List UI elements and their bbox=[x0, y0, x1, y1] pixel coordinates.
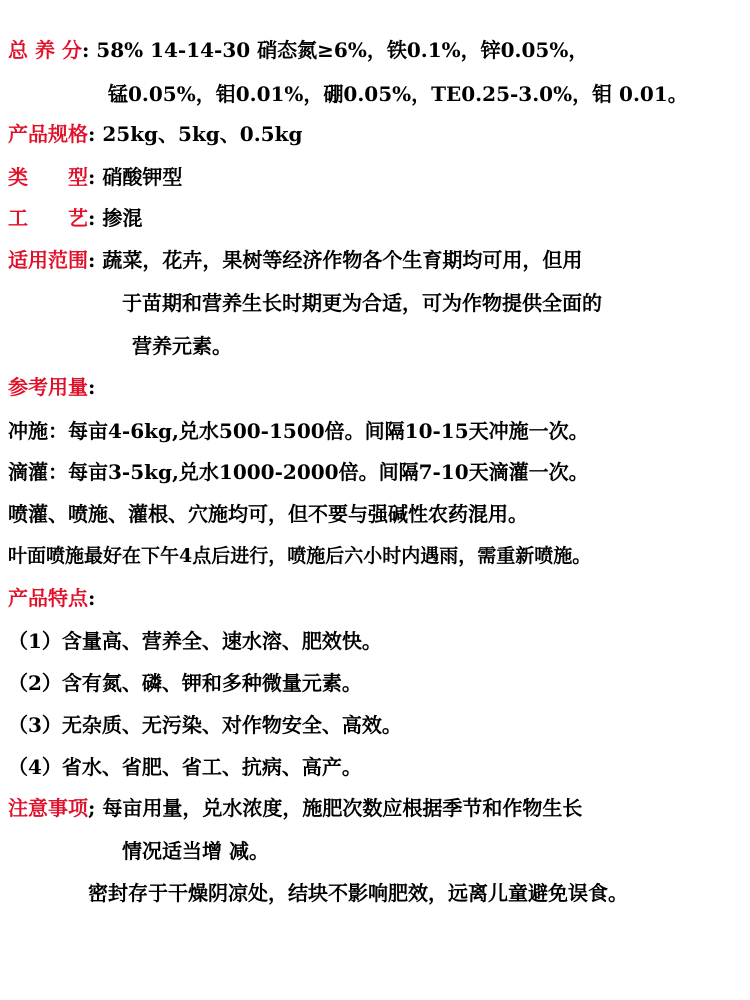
feature-item: （1）含量高、营养全、速水溶、肥效快。 bbox=[8, 629, 382, 653]
feature-item: （3）无杂质、无污染、对作物安全、高效。 bbox=[8, 713, 402, 737]
notes-label: 注意事项 bbox=[8, 796, 88, 820]
nutrients-line-2: 锰0.05%，钼0.01%，硼0.05%，TE0.25-3.0%，钼 0.01。 bbox=[108, 82, 688, 106]
process-label: 工 艺 bbox=[8, 206, 88, 230]
scope-line-1 bbox=[8, 247, 582, 273]
features-sep: : bbox=[88, 586, 96, 610]
nutrients-line-1 bbox=[8, 37, 588, 63]
type-sep: : bbox=[88, 165, 96, 189]
process-line bbox=[8, 205, 142, 231]
dosage-drip: 滴灌：每亩3-5kg,兑水1000-2000倍。间隔7-10天滴灌一次。 bbox=[8, 460, 589, 484]
spec-line bbox=[8, 121, 302, 147]
type-label: 类 型 bbox=[8, 165, 88, 189]
notes-sep: ; bbox=[88, 796, 96, 820]
spec-value: 25kg、5kg、0.5kg bbox=[102, 122, 303, 146]
dosage-label: 参考用量 bbox=[8, 375, 88, 399]
notes-value-1: 每亩用量，兑水浓度，施肥次数应根据季节和作物生长 bbox=[102, 796, 583, 820]
features-label: 产品特点 bbox=[8, 586, 88, 610]
spec-sep: : bbox=[88, 122, 96, 146]
type-line bbox=[8, 164, 182, 190]
notes-line-2: 情况适当增 减。 bbox=[122, 839, 269, 863]
features-heading bbox=[8, 585, 95, 611]
dosage-foliar: 叶面喷施最好在下午4点后进行，喷施后六小时内遇雨，需重新喷施。 bbox=[8, 545, 592, 567]
feature-item: （2）含有氮、磷、钾和多种微量元素。 bbox=[8, 671, 362, 695]
notes-line-1 bbox=[8, 795, 582, 821]
spec-label: 产品规格 bbox=[8, 122, 88, 146]
scope-line-3: 营养元素。 bbox=[132, 334, 232, 358]
process-value: 掺混 bbox=[102, 206, 143, 230]
type-value: 硝酸钾型 bbox=[102, 165, 183, 189]
dosage-heading bbox=[8, 374, 95, 400]
process-sep: : bbox=[88, 206, 96, 230]
dosage-spray: 喷灌、喷施、灌根、穴施均可，但不要与强碱性农药混用。 bbox=[8, 502, 528, 526]
nutrients-label: 总 养 分 bbox=[8, 38, 82, 62]
scope-sep: : bbox=[88, 248, 96, 272]
scope-line-2: 于苗期和营养生长时期更为合适，可为作物提供全面的 bbox=[122, 291, 602, 315]
nutrients-sep: : bbox=[81, 38, 90, 62]
notes-line-3: 密封存于干燥阴凉处，结块不影响肥效，远离儿童避免误食。 bbox=[88, 881, 628, 905]
nutrients-value-1: 58% 14-14-30 硝态氮≥6%，铁0.1%，锌0.05%， bbox=[96, 38, 589, 62]
feature-item: （4）省水、省肥、省工、抗病、高产。 bbox=[8, 755, 362, 779]
scope-label: 适用范围 bbox=[8, 248, 88, 272]
scope-value-1: 蔬菜，花卉，果树等经济作物各个生育期均可用，但用 bbox=[102, 248, 583, 272]
dosage-flush: 冲施：每亩4-6kg,兑水500-1500倍。间隔10-15天冲施一次。 bbox=[8, 419, 589, 443]
dosage-sep: : bbox=[88, 375, 96, 399]
